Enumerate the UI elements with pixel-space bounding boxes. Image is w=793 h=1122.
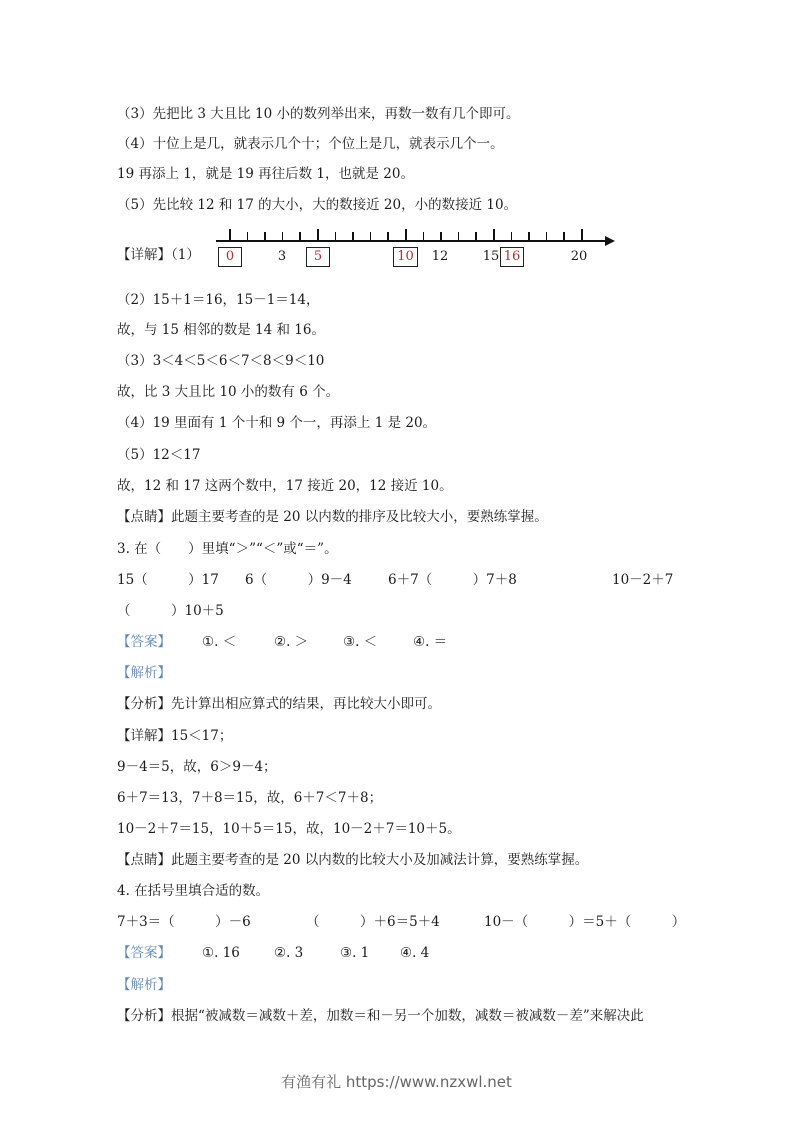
tick <box>440 232 442 240</box>
tick <box>458 232 460 240</box>
number-line-label-15: 15 <box>482 249 500 264</box>
question-3-tip: 【点睛】此题主要考查的是 20 以内数的比较大小及加减法计算，要熟练掌握。 <box>117 852 589 868</box>
tick <box>546 232 548 240</box>
tick <box>387 232 389 240</box>
tick <box>299 232 301 240</box>
solution-2-conclusion: 故，与 15 相邻的数是 14 和 16。 <box>117 322 325 338</box>
question-4-item-1: 7＋3＝（ ）－6 <box>117 914 251 930</box>
question-3-analysis: 【分析】先计算出相应算式的结果，再比较大小即可。 <box>117 696 441 712</box>
question-3-answer-1: ①. ＜ <box>202 634 237 650</box>
question-3-item-4-continued: （ ）10＋5 <box>117 603 224 619</box>
number-line-axis <box>216 240 608 242</box>
number-line-label-20: 20 <box>570 249 588 264</box>
footer-watermark: 有渔有礼 https://www.nzxwl.net <box>281 1073 512 1091</box>
question-4-item-2: （ ）＋6＝5＋4 <box>306 914 440 930</box>
hint-4-continued: 19 再添上 1，就是 19 再往后数 1，也就是 20。 <box>117 166 414 182</box>
tick <box>511 232 513 240</box>
tick <box>563 232 565 240</box>
tick <box>405 229 407 240</box>
tick <box>528 232 530 240</box>
question-4-title: 4. 在括号里填合适的数。 <box>117 883 270 899</box>
number-line-box-5: 5 <box>306 247 330 267</box>
solution-4: （4）19 里面有 1 个十和 9 个一，再添上 1 是 20。 <box>117 415 437 431</box>
question-4-analysis: 【分析】根据“被减数＝减数＋差，加数＝和－另一个加数，减数＝被减数－差”来解决此 <box>117 1008 644 1024</box>
tick <box>370 232 372 240</box>
number-line-box-10: 10 <box>393 247 418 267</box>
number-line-label-12: 12 <box>431 249 449 264</box>
solution-2: （2）15＋1＝16，15－1＝14， <box>117 292 320 308</box>
question-4-answer-4: ④. 4 <box>400 945 430 961</box>
solution-3: （3）3＜4＜5＜6＜7＜8＜9＜10 <box>117 353 325 369</box>
hint-5: （5）先比较 12 和 17 的大小，大的数接近 20，小的数接近 10。 <box>117 197 518 213</box>
question-4-answer-1: ①. 16 <box>202 945 240 961</box>
question-3-title: 3. 在（ ）里填“＞”“＜”或“＝”。 <box>117 541 338 557</box>
solution-5-conclusion: 故，12 和 17 这两个数中，17 接近 20，12 接近 10。 <box>117 478 453 494</box>
question-3-detail-3: 6＋7＝13，7＋8＝15，故，6＋7＜7＋8； <box>117 790 383 806</box>
tick <box>352 232 354 240</box>
tick <box>581 229 583 240</box>
question-4-analysis-label: 【解析】 <box>117 977 171 993</box>
question-4-answer-2: ②. 3 <box>274 945 304 961</box>
question-3-item-2: 6（ ）9－4 <box>245 572 352 588</box>
tick <box>229 229 231 240</box>
question-4-answer-label: 【答案】 <box>117 945 171 961</box>
solution-3-conclusion: 故，比 3 大且比 10 小的数有 6 个。 <box>117 384 340 400</box>
question-3-detail-4: 10－2＋7＝15，10＋5＝15，故，10－2＋7＝10＋5。 <box>117 821 461 837</box>
tick <box>423 232 425 240</box>
number-line-label-3: 3 <box>277 249 287 264</box>
tick <box>335 232 337 240</box>
question-3-analysis-label: 【解析】 <box>117 665 171 681</box>
tick <box>475 232 477 240</box>
question-3-item-1: 15（ ）17 <box>117 572 219 588</box>
hint-4: （4）十位上是几，就表示几个十；个位上是几，就表示几个一。 <box>117 136 504 152</box>
question-4-item-3: 10－（ ）＝5＋（ ） <box>484 914 686 930</box>
question-3-detail-2: 9－4＝5，故，6＞9－4； <box>117 759 277 775</box>
detail-1-label: 【详解】（1） <box>117 247 200 263</box>
question-3-detail-1: 【详解】15＜17； <box>117 728 233 744</box>
tick <box>493 229 495 240</box>
tick <box>317 229 319 240</box>
question-3-item-4: 10－2＋7 <box>612 572 674 588</box>
tick <box>247 232 249 240</box>
number-line-box-0: 0 <box>218 247 242 267</box>
question-3-answer-label: 【答案】 <box>117 634 171 650</box>
question-3-item-3: 6＋7（ ）7＋8 <box>388 572 517 588</box>
solution-5: （5）12＜17 <box>117 447 201 463</box>
solution-tip: 【点睛】此题主要考查的是 20 以内数的排序及比较大小，要熟练掌握。 <box>117 509 548 525</box>
question-4-answer-3: ③. 1 <box>340 945 370 961</box>
hint-3: （3）先把比 3 大且比 10 小的数列举出来，再数一数有几个即可。 <box>117 106 520 122</box>
question-3-answer-3: ③. ＜ <box>343 634 378 650</box>
number-line-box-16: 16 <box>500 247 524 267</box>
question-3-answer-2: ②. ＞ <box>274 634 309 650</box>
tick <box>264 232 266 240</box>
question-3-answer-4: ④. ＝ <box>413 634 448 650</box>
tick <box>282 232 284 240</box>
arrow-right-icon <box>605 236 615 246</box>
